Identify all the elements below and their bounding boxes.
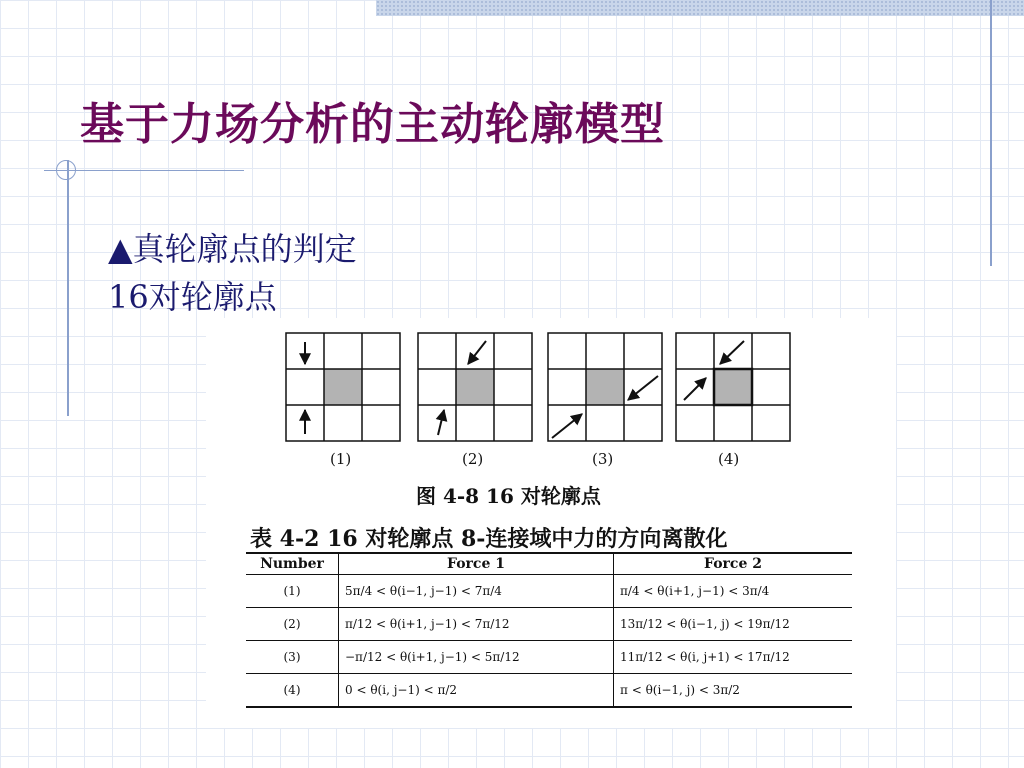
grid-4-arrow-top: [720, 341, 744, 364]
grid-3: [548, 333, 662, 441]
table-row: [246, 608, 852, 641]
grid-2: [418, 333, 532, 441]
table-row: [246, 641, 852, 674]
grid-label-2: (2): [462, 450, 484, 468]
force-direction-table: [246, 552, 852, 708]
grid-label-4: (4): [718, 450, 740, 468]
force-1-cell: −π/12 < θ(i+1, j−1) < 5π/12: [339, 641, 614, 674]
grid-label-1: (1): [330, 450, 352, 468]
force-1-cell: 0 < θ(i, j−1) < π/2: [339, 674, 614, 708]
grid-3-center-cell: [586, 369, 624, 405]
force-1-cell: π/12 < θ(i+1, j−1) < 7π/12: [339, 608, 614, 641]
top-decorative-band: [376, 0, 1024, 16]
force-2-cell: π < θ(i−1, j) < 3π/2: [614, 674, 853, 708]
subtitle-text: 16对轮廓点: [108, 278, 277, 316]
row-number: (1): [246, 575, 339, 608]
grid-4-center-cell: [714, 369, 752, 405]
left-decorative-line: [67, 160, 69, 416]
header-force-1: Force 1: [339, 553, 614, 575]
grid-2-center-cell: [456, 369, 494, 405]
grid-3-arrow-left: [552, 414, 582, 438]
corner-circle-ornament: [56, 160, 76, 180]
right-decorative-line: [990, 0, 992, 266]
grid-4: [676, 333, 790, 441]
header-force-2: Force 2: [614, 553, 853, 575]
contour-figure: [206, 318, 896, 508]
grid-label-3: (3): [592, 450, 614, 468]
force-2-cell: 11π/12 < θ(i, j+1) < 17π/12: [614, 641, 853, 674]
grid-1-center-cell: [324, 369, 362, 405]
table-header-row: [246, 553, 852, 575]
force-table-panel: [206, 508, 896, 728]
bullet-heading: ▲真轮廓点的判定: [108, 230, 357, 268]
force-2-cell: 13π/12 < θ(i−1, j) < 19π/12: [614, 608, 853, 641]
grid-4-arrow-left: [684, 378, 706, 400]
table-caption: 表 4-2 16 对轮廓点 8-连接域中力的方向离散化: [250, 526, 728, 552]
force-2-cell: π/4 < θ(i+1, j−1) < 3π/4: [614, 575, 853, 608]
table-row: [246, 575, 852, 608]
slide-title: 基于力场分析的主动轮廓模型: [80, 99, 665, 150]
grid-1: [286, 333, 400, 441]
grid-2-arrow-diagonal-top: [468, 341, 486, 364]
grid-3-arrow-right: [628, 376, 658, 400]
force-1-cell: 5π/4 < θ(i−1, j−1) < 7π/4: [339, 575, 614, 608]
row-number: (4): [246, 674, 339, 708]
table-row: [246, 674, 852, 708]
row-number: (2): [246, 608, 339, 641]
contour-grids: [206, 318, 896, 452]
header-number: Number: [246, 553, 339, 575]
grid-2-arrow-diagonal-bottom: [438, 410, 444, 435]
row-number: (3): [246, 641, 339, 674]
figure-caption: 图 4-8 16 对轮廓点: [416, 484, 601, 508]
